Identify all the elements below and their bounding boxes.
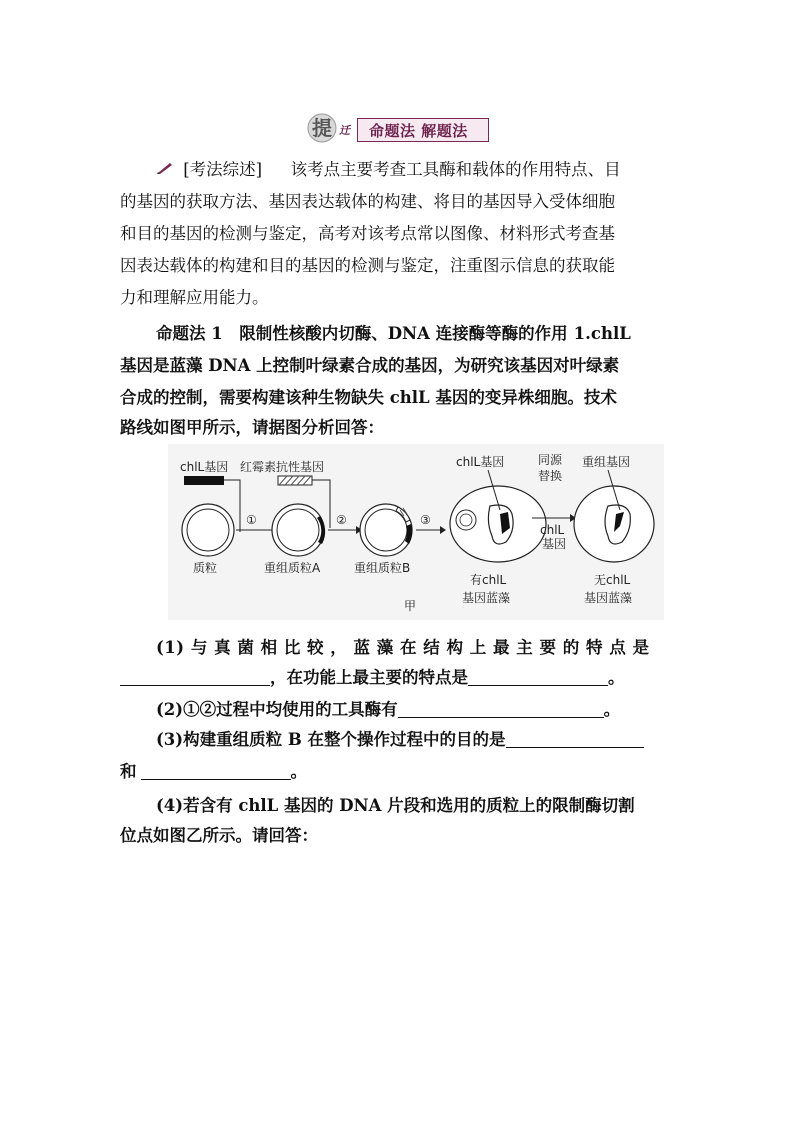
pen-icon [156, 160, 178, 179]
q3-end: 。 [290, 762, 307, 781]
swap-text-4: 基因 [542, 537, 567, 551]
answer-blank-3a[interactable] [506, 729, 644, 748]
cell2-caption-1: 无chlL [594, 573, 631, 587]
section-banner [305, 112, 489, 144]
method-line-2: 基因是蓝藻 DNA 上控制叶绿素合成的基因，为研究该基因对叶绿素 [120, 356, 620, 375]
q1-line-1: (1) 与 真 菌 相 比 较 ， 蓝 藻 在 结 构 上 最 主 要 的 特 点 是 [156, 638, 650, 657]
chlL-gene-bar [184, 476, 224, 485]
overview-line-4: 因表达载体的构建和目的基因的检测与鉴定，注重图示信息的获取能 [120, 256, 615, 275]
answer-blank-3b[interactable] [141, 761, 291, 780]
q3-line-1 [156, 726, 644, 750]
cell1-gene-label: chlL基因 [456, 455, 505, 469]
overview-line-5: 力和理解应用能力。 [120, 288, 269, 307]
badge-small-text: 迁 [339, 124, 350, 137]
q4-line-2: 位点如图乙所示。请回答： [120, 826, 318, 845]
overview-line-2: 的基因的获取方法、基因表达载体的构建、将目的基因导入受体细胞 [120, 192, 615, 211]
cell2-caption-2: 基因蓝藻 [584, 591, 633, 605]
chlL-gene-label: chlL基因 [180, 460, 229, 474]
step2-label: ② [336, 513, 347, 527]
cell1-caption-2: 基因蓝藻 [462, 591, 511, 605]
answer-blank-1b[interactable] [468, 667, 608, 686]
q3-line-2 [120, 758, 307, 782]
q2-end: 。 [603, 700, 621, 719]
method-heading: 命题法 1 限制性核酸内切酶、DNA 连接酶等酶的作用 [156, 324, 568, 343]
plasmid-label: 质粒 [193, 561, 218, 575]
q3-text: (3)构建重组质粒 B 在整个操作过程中的目的是 [156, 730, 506, 749]
plasmid-a-label: 重组质粒A [264, 561, 321, 575]
question-first-word: chlL [590, 324, 631, 343]
banner-title: 命题法 解题法 [369, 122, 468, 140]
question-number: 1. [573, 324, 591, 343]
answer-blank-2[interactable] [398, 699, 604, 718]
swap-text-1: 同源 [538, 453, 563, 467]
q2-line [156, 696, 620, 720]
step3-label: ③ [420, 513, 431, 527]
overview-text-1: 该考点主要考查工具酶和载体的作用特点、目 [290, 160, 621, 179]
figure-jia [168, 444, 664, 620]
swap-text-3: chlL [540, 523, 565, 537]
badge-char: 提 [312, 116, 332, 140]
q3-and: 和 [120, 762, 137, 781]
figure-caption: 甲 [404, 599, 417, 613]
method-heading-line [156, 320, 631, 344]
method-line-3: 合成的控制，需要构建该种生物缺失 chlL 基因的变异株细胞。技术 [120, 388, 617, 407]
plasmid-b-label: 重组质粒B [354, 561, 411, 575]
ery-gene-label: 红霉素抗性基因 [240, 460, 325, 474]
overview-line-1 [156, 156, 621, 180]
q2-text: (2)①②过程中均使用的工具酶有 [156, 700, 398, 719]
cell1-caption-1: 有chlL [470, 573, 507, 587]
plasmid-a-circle [272, 504, 324, 556]
q1-line-2 [120, 664, 625, 688]
badge-icon [305, 112, 339, 144]
q1-end: 。 [608, 668, 625, 687]
cell2-gene-label: 重组基因 [582, 455, 631, 469]
overview-line-3: 和目的基因的检测与鉴定，高考对该考点常以图像、材料形式考查基 [120, 224, 615, 243]
answer-blank-1a[interactable] [120, 667, 270, 686]
step1-label: ① [246, 513, 257, 527]
q4-line-1: (4)若含有 chlL 基因的 DNA 片段和选用的质粒上的限制酶切割 [156, 796, 635, 815]
q1-mid-text: ，在功能上最主要的特点是 [270, 668, 468, 687]
swap-text-2: 替换 [538, 469, 563, 483]
method-line-4: 路线如图甲所示，请据图分析回答： [120, 418, 384, 437]
overview-tag: [考法综述] [183, 160, 263, 179]
plasmid-circle [182, 504, 234, 556]
